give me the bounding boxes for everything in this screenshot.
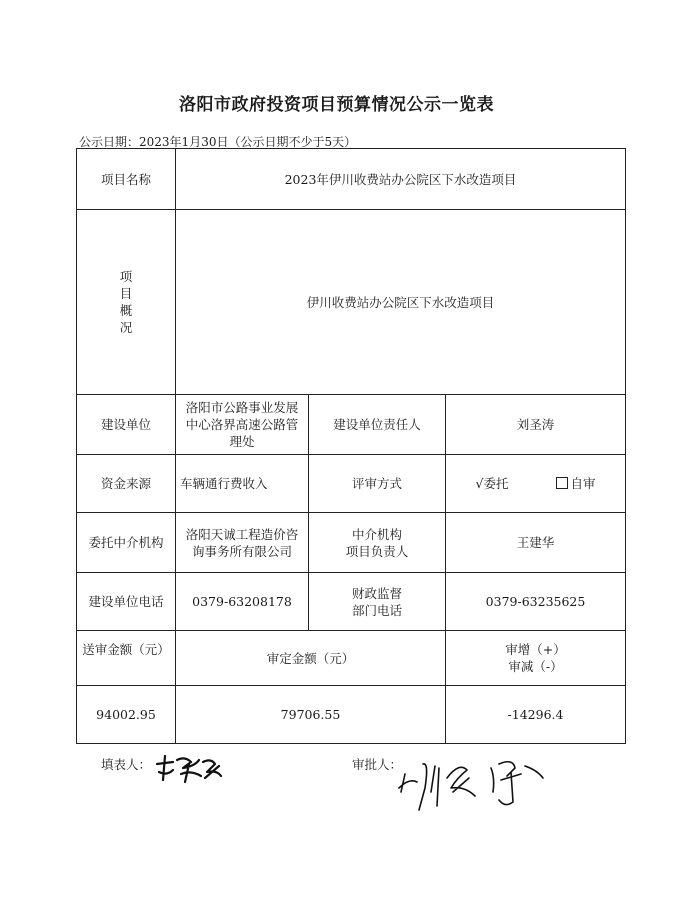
build-phone-value: 0379-63208178 [176, 573, 309, 631]
publish-date-note: （公示日期不少于5天） [228, 135, 357, 149]
build-unit-label: 建设单位 [77, 395, 176, 455]
agency-owner-value: 王建华 [446, 513, 626, 573]
delta-label [446, 631, 626, 686]
table-row [77, 210, 626, 395]
overview-label-char: 况 [119, 320, 133, 335]
approved-amount-label: 审定金额（元） [176, 631, 446, 686]
review-method-value [446, 455, 626, 513]
agency-line: 洛阳天诚工程造价咨 [185, 526, 299, 542]
table-row [77, 573, 626, 631]
build-unit-line: 中心洛界高速公路管 [185, 417, 299, 432]
project-overview-label [77, 210, 176, 395]
finance-phone-label-line: 部门电话 [351, 602, 402, 618]
fund-source-value: 车辆通行费收入 [176, 455, 309, 513]
agency-owner-label-line: 中介机构 [351, 526, 402, 542]
agency-value [176, 513, 309, 573]
submitted-amount-value: 94002.95 [77, 686, 176, 744]
approver-signature-drawing [395, 748, 555, 814]
filler-signature [155, 752, 225, 788]
review-option-self: 自审 [570, 476, 596, 491]
agency-label: 委托中介机构 [77, 513, 176, 573]
approver-signature [395, 748, 555, 818]
table-row [77, 149, 626, 210]
submitted-amount-label: 送审金额（元） [77, 631, 176, 686]
build-unit-value [176, 395, 309, 455]
finance-phone-label-line: 财政监督 [351, 585, 402, 601]
agency-owner-label [309, 513, 446, 573]
review-option-entrust: √委托 [475, 476, 509, 491]
page-title: 洛阳市政府投资项目预算情况公示一览表 [179, 95, 494, 115]
approver-label: 审批人： [352, 757, 403, 772]
table-row [77, 686, 626, 744]
fund-source-label: 资金来源 [77, 455, 176, 513]
table-row [77, 455, 626, 513]
overview-label-char: 目 [119, 286, 133, 301]
finance-phone-value: 0379-63235625 [446, 573, 626, 631]
approved-amount-value: 79706.55 [176, 686, 446, 744]
table-row [77, 631, 626, 686]
project-overview-value: 伊川收费站办公院区下水改造项目 [176, 210, 626, 395]
build-owner-value: 刘圣涛 [446, 395, 626, 455]
publish-date: 2023年1月30日 [139, 135, 229, 149]
build-unit-line: 理处 [229, 434, 255, 449]
build-unit-line: 洛阳市公路事业发展 [185, 400, 299, 415]
checkbox-icon [556, 477, 568, 489]
overview-label-char: 概 [119, 303, 133, 318]
table-row [77, 513, 626, 573]
agency-line: 询事务所有限公司 [191, 543, 292, 559]
table-row [77, 395, 626, 455]
delta-label-line: 审减（-） [508, 659, 563, 674]
project-name-value: 2023年伊川收费站办公院区下水改造项目 [176, 149, 626, 210]
overview-label-char: 项 [119, 269, 133, 284]
delta-label-line: 审增（+） [505, 642, 566, 657]
filler-signature-drawing [155, 752, 225, 784]
build-phone-label: 建设单位电话 [77, 573, 176, 631]
filler-label: 填表人： [101, 757, 152, 772]
publish-date-label: 公示日期： [79, 135, 140, 149]
agency-owner-label-line: 项目负责人 [345, 543, 409, 559]
delta-amount-value: -14296.4 [446, 686, 626, 744]
build-owner-label: 建设单位责任人 [309, 395, 446, 455]
budget-table [76, 148, 626, 744]
review-method-label: 评审方式 [309, 455, 446, 513]
project-name-label: 项目名称 [77, 149, 176, 210]
finance-phone-label [309, 573, 446, 631]
